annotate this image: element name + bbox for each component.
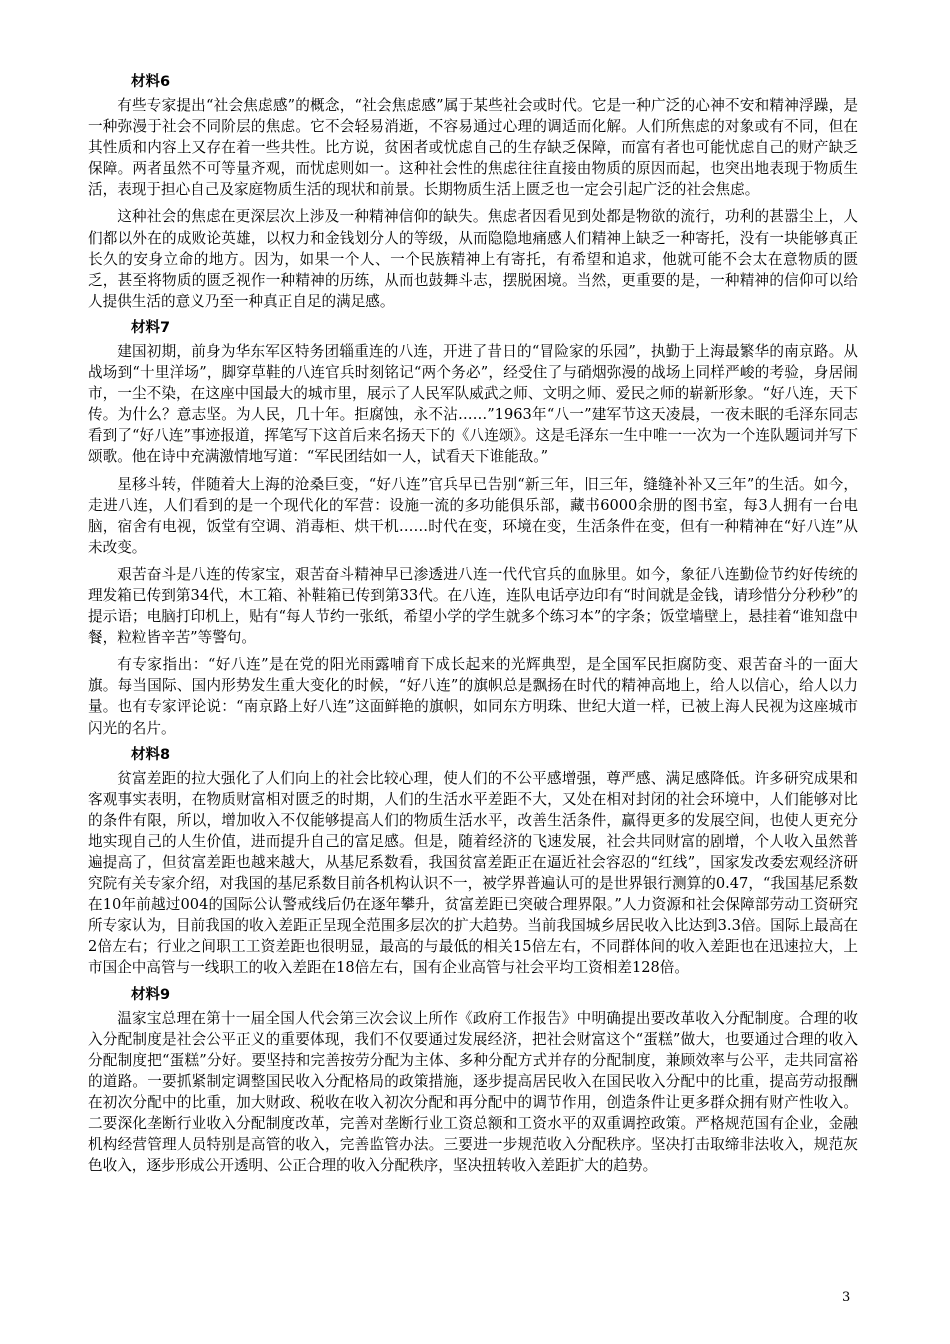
paragraph: 建国初期，前身为华东军区特务团辎重连的八连，开进了昔日的“冒险家的乐园”，执勤于上海最繁华的南京路。从战场到“十里洋场”，脚穿草鞋的八连官兵时刻铭记“两个务必”，经受住了与硝烟弥漫的战场上同样严峻的考验，身居闹市，一尘不染，在这座中国最大的城市里，展示了人民军队威武之师、文明之师、爱民之师的崭新形象。“好八连，天下传。为什么？意志坚。为人民，几十年。拒腐蚀，永不沾……”1963年“八一”建军节这天凌晨，一夜未眠的毛泽东同志看到了“好八连”事迹报道，挥笔写下这首后来名扬天下的《八连颂》。这是毛泽东一生中唯一一次为一个连队题词并写下颂歌。他在诗中充满激情地写道：“军民团结如一人，试看天下谁能敌。”	[88, 342, 858, 466]
section-material-7	[88, 318, 858, 739]
section-heading: 材料8	[131, 746, 171, 763]
paragraph: 有专家指出：“好八连”是在党的阳光雨露哺育下成长起来的光辉典型，是全国军民拒腐防变、艰苦奋斗的一面大旗。每当国际、国内形势发生重大变化的时候，“好八连”的旗帜总是飘扬在时代的精神高地上，给人以信心，给人以力量。也有专家评论说：“南京路上好八连”这面鲜艳的旗帜，如同东方明珠、世纪大道一样，已被上海人民视为这座城市闪光的名片。	[88, 656, 858, 737]
page-number: 3	[842, 1290, 851, 1305]
paragraph: 有些专家提出“社会焦虑感”的概念，“社会焦虑感”属于某些社会或时代。它是一种广泛的心神不安和精神浮躁，是一种弥漫于社会不同阶层的焦虑。它不会轻易消逝，不容易通过心理的调适而化解。人们所焦虑的对象或有不同，但在其性质和内容上又存在着一些共性。比方说，贫困者或忧虑自己的生存缺乏保障，而富有者也可能忧虑自己的财产缺乏保障。两者虽然不可等量齐观，而忧虑则如一。这种社会性的焦虑往往直接由物质的原因而起，也突出地表现于物质生活，表现于担心自己及家庭物质生活的现状和前景。长期物质生活上匮乏也一定会引起广泛的社会焦虑。	[88, 97, 858, 199]
section-material-6	[88, 72, 858, 312]
section-heading: 材料6	[131, 74, 171, 90]
paragraph: 贫富差距的拉大强化了人们向上的社会比较心理，使人们的不公平感增强，尊严感、满足感降低。许多研究成果和客观事实表明，在物质财富相对匮乏的时期，人们的生活水平差距不大，又处在相对封闭的社会环境中，人们能够对比的条件有限，所以，增加收入不仅能够提高人们的物质生活水平，改善生活条件，赢得更多的发展空间，也使人更充分地实现自己的人生价值，进而提升自己的富足感。但是，随着经济的飞速发展，社会共同财富的剧增，个人收入虽然普遍提高了，但贫富差距也越来越大，从基尼系数看，我国贫富差距正在逼近社会容忍的“红线”，国家发改委宏观经济研究院有关专家介绍，对我国的基尼系数目前各机构认识不一，被学界普遍认可的是世界银行测算的0.47，“我国基尼系数在10年前越过004的国际公认警戒线后仍在逐年攀升，贫富差距已突破合理界限。”人力资源和社会保障部劳动工资研究所专家认为，目前我国的收入差距正呈现全范围多层次的扩大趋势。当前我国城乡居民收入比达到3.3倍。国际上最高在2倍左右；行业之间职工工资差距也很明显，最高的与最低的相关15倍左右，不同群体间的收入差距也在迅速拉大，上市国企中高管与一线职工的收入差距在18倍左右，国有企业高管与社会平均工资相差128倍。	[88, 769, 858, 977]
paragraph: 星移斗转，伴随着大上海的沧桑巨变，“好八连”官兵早已告别“新三年，旧三年，缝缝补补又三年”的生活。如今，走进八连，人们看到的是一个现代化的军营：设施一流的多功能俱乐部，藏书6000余册的图书室，每3人拥有一台电脑，宿舍有电视，饭堂有空调、消毒柜、烘干机……时代在变，环境在变，生活条件在变，但有一种精神在“好八连”从未改变。	[88, 475, 858, 556]
section-heading: 材料7	[131, 319, 171, 336]
paragraph: 温家宝总理在第十一届全国人代会第三次会议上所作《政府工作报告》中明确提出要改革收入分配制度。合理的收入分配制度是社会公平正义的重要体现，我们不仅要通过发展经济，把社会财富这个“蛋糕”做大，也要通过合理的收入分配制度把“蛋糕”分好。要坚持和完善按劳分配为主体、多种分配方式并存的分配制度，兼顾效率与公平，走共同富裕的道路。一要抓紧制定调整国民收入分配格局的政策措施，逐步提高居民收入在国民收入分配中的比重，提高劳动报酬在初次分配中的比重，加大财政、税收在收入初次分配和再分配中的调节作用，创造条件让更多群众拥有财产性收入。二要深化垄断行业收入分配制度改革，完善对垄断行业工资总额和工资水平的双重调控政策。严格规范国有企业，金融机构经营管理人员特别是高管的收入，完善监管办法。三要进一步规范收入分配秩序。坚决打击取缔非法收入，规范灰色收入，逐步形成公开透明、公正合理的收入分配秩序，坚决扭转收入差距扩大的趋势。	[88, 1009, 858, 1175]
section-material-9	[88, 985, 858, 1177]
document-body	[88, 72, 858, 1182]
paragraph: 这种社会的焦虑在更深层次上涉及一种精神信仰的缺失。焦虑者因看见到处都是物欲的流行，功利的甚嚣尘上，人们都以外在的成败论英雄，以权力和金钱划分人的等级，从而隐隐地痛感人们精神上缺乏一种寄托，没有一块能够真正长久的安身立命的地方。因为，如果一个人、一个民族精神上有寄托，有希望和追求，他就可能不会太在意物质的匮乏，甚至将物质的匮乏视作一种精神的历练，从而也鼓舞斗志，摆脱困境。当然，更重要的是，一种精神的信仰可以给人提供生活的意义乃至一种真正自足的满足感。	[88, 208, 858, 310]
section-material-8	[88, 745, 858, 979]
section-heading: 材料9	[131, 986, 171, 1003]
paragraph: 艰苦奋斗是八连的传家宝，艰苦奋斗精神早已渗透进八连一代代官兵的血脉里。如今，象征八连勤俭节约好传统的理发箱已传到第34代，木工箱、补鞋箱已传到第33代。在八连，连队电话亭边印有“时间就是金钱，请珍惜分分秒秒”的提示语；电脑打印机上，贴有“每人节约一张纸，希望小学的学生就多个练习本”的字条；饭堂墙壁上，悬挂着“谁知盘中餐，粒粒皆辛苦”等警句。	[88, 565, 858, 647]
